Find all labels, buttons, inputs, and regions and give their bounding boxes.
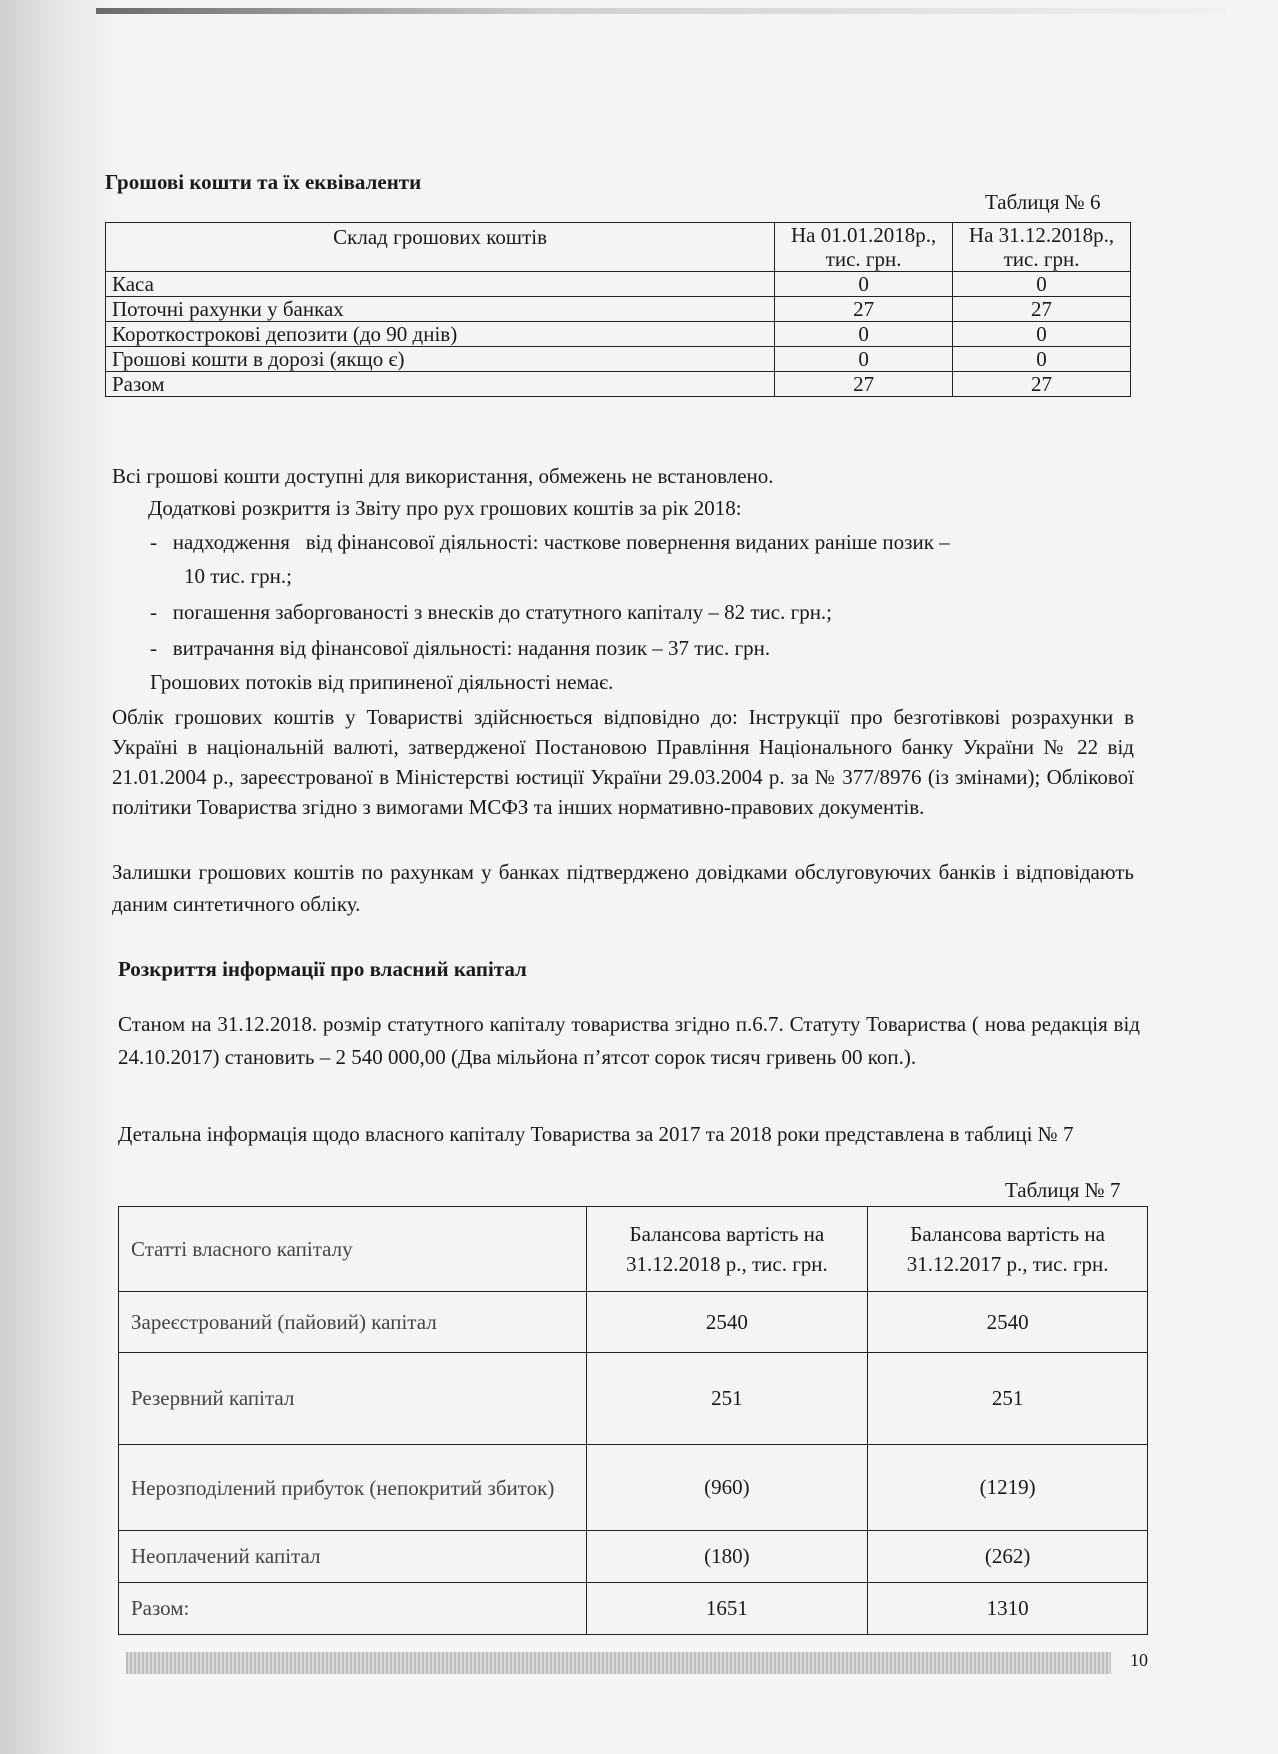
row-label: Короткострокові депозити (до 90 днів) [106,322,775,347]
equity-table [118,1206,1148,1635]
row-label: Каса [106,272,775,297]
table-row [119,1445,1148,1531]
list-item-continuation: 10 тис. грн.; [184,564,292,588]
table-header-row [106,223,1131,272]
row-value: (180) [586,1531,868,1583]
row-label: Грошові кошти в дорозі (якщо є) [106,347,775,372]
row-label: Разом [106,372,775,397]
cash-table [105,222,1131,397]
table-row [106,272,1131,297]
paragraph: Залишки грошових коштів по рахункам у банках підтверджено довідками обслуговуючих банків і відповідають даним синтетичного обліку. [112,860,1134,916]
table-row-total [106,372,1131,397]
row-value: 2540 [586,1292,868,1353]
row-value: 27 [953,297,1131,322]
row-value: 0 [775,272,953,297]
section-title-cash: Грошові кошти та їх еквіваленти [105,170,422,194]
paragraph: Додаткові розкриття із Звіту про рух грошових коштів за рік 2018: [148,496,742,520]
row-label: Неоплачений капітал [119,1531,587,1583]
row-value: 2540 [868,1292,1148,1353]
list-item: - погашення заборгованості з внесків до статутного капіталу – 82 тис. грн.; [150,600,833,624]
row-value: 0 [775,322,953,347]
row-value: 0 [953,322,1131,347]
table-7-caption: Таблиця № 7 [1005,1178,1121,1202]
table-row [106,347,1131,372]
row-value: 1651 [586,1583,868,1635]
row-value: 0 [953,272,1131,297]
scan-binding-shadow [0,0,118,1754]
row-label: Зареєстрований (пайовий) капітал [119,1292,587,1353]
table-row [119,1292,1148,1353]
row-label: Поточні рахунки у банках [106,297,775,322]
table-row [106,297,1131,322]
row-value: 27 [953,372,1131,397]
paragraph: Облік грошових коштів у Товаристві здійснюється відповідно до: Інструкції про безготівкові розрахунки в Україні в національній валюті, затвердженої Постановою Правління Національного банку України № 22 від 21.01.2004 р., зареєстрованої в Міністерстві юстиції України 29.03.2004 р. за № 377/8976 (із змінами); Облікової політики Товариства згідно з вимогами МСФЗ та інших нормативно-правових документів. [112,705,1134,819]
row-value: (1219) [868,1445,1148,1531]
paragraph: Всі грошові кошти доступні для використання, обмежень не встановлено. [112,464,774,488]
table-row [106,322,1131,347]
table-row [119,1353,1148,1445]
row-label: Нерозподілений прибуток (непокритий збиток) [119,1445,587,1531]
header-cell: Балансова вартість на 31.12.2017 р., тис. грн. [868,1207,1148,1292]
row-value: (960) [586,1445,868,1531]
row-value: 251 [586,1353,868,1445]
row-value: 0 [953,347,1131,372]
header-cell: На 01.01.2018р., тис. грн. [775,223,953,272]
paragraph: Станом на 31.12.2018. розмір статутного капіталу товариства згідно п.6.7. Статуту Товариства ( нова редакція від 24.10.2017) становить – 2 540 000,00 (Два мільйона п’ятсот сорок тисяч гривень 00 коп.). [118,1012,1140,1069]
row-value: 251 [868,1353,1148,1445]
header-cell: Статті власного капіталу [119,1207,587,1292]
scan-top-edge [96,8,1226,14]
table-row [119,1531,1148,1583]
list-item: - надходження від фінансової діяльності: часткове повернення виданих раніше позик – [150,530,950,554]
footer-band [126,1652,1111,1674]
header-cell: Балансова вартість на 31.12.2018 р., тис. грн. [586,1207,868,1292]
paragraph: Детальна інформація щодо власного капіталу Товариства за 2017 та 2018 роки представлена в таблиці № 7 [118,1122,1074,1146]
table-6-caption: Таблиця № 6 [985,190,1101,214]
row-value: 1310 [868,1583,1148,1635]
table-header-row [119,1207,1148,1292]
list-item: - витрачання від фінансової діяльності: надання позик – 37 тис. грн. [150,636,771,660]
row-value: (262) [868,1531,1148,1583]
row-label: Резервний капітал [119,1353,587,1445]
row-label: Разом: [119,1583,587,1635]
header-cell: Склад грошових коштів [106,223,775,272]
row-value: 0 [775,347,953,372]
paragraph: Грошових потоків від припиненої діяльності немає. [150,670,614,694]
table-row-total [119,1583,1148,1635]
row-value: 27 [775,372,953,397]
header-cell: На 31.12.2018р., тис. грн. [953,223,1131,272]
page-number: 10 [1130,1650,1148,1670]
row-value: 27 [775,297,953,322]
section-title-equity: Розкриття інформації про власний капітал [118,957,527,981]
